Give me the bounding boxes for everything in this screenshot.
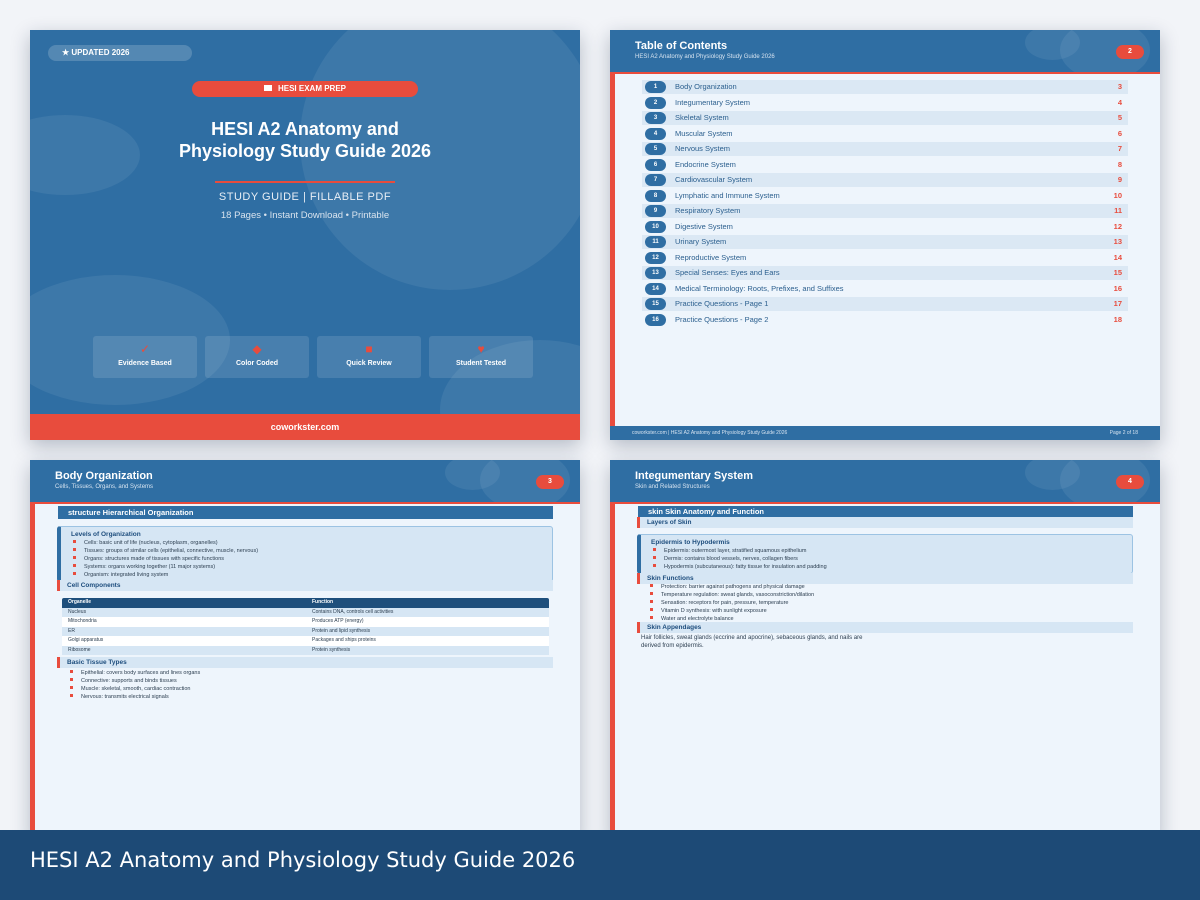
page-title: Body Organization — [55, 470, 153, 482]
page-header — [30, 460, 580, 504]
cover-meta: 18 Pages • Instant Download • Printable — [220, 210, 390, 221]
toc-number: 12 — [645, 252, 666, 264]
bullet-item: Sensation: receptors for pain, pressure, temperature — [650, 600, 788, 606]
toc-number: 8 — [645, 190, 666, 202]
toc-title: Respiratory System — [675, 206, 741, 215]
diamond-icon: ◆ — [252, 342, 262, 356]
section-heading: skin Skin Anatomy and Function — [638, 506, 1133, 517]
toc-page: 6 — [1117, 128, 1122, 138]
toc-title: Nervous System — [675, 144, 731, 153]
check-icon: ✓ — [139, 342, 151, 356]
toc-number: 9 — [645, 205, 666, 217]
toc-title: Integumentary System — [675, 97, 751, 107]
footer-left: coworkster.com | HESI A2 Anatomy and Physiology Study Guide 2026 — [632, 430, 788, 436]
toc-number: 7 — [645, 174, 666, 186]
toc-title: Reproductive System — [675, 252, 747, 262]
toc-page: 18 — [1113, 314, 1122, 324]
table-row: Nucleus Contains DNA, controls cell activities — [62, 608, 549, 618]
toc-number: 3 — [645, 112, 666, 124]
info-box — [637, 534, 1133, 574]
toc-row[interactable] — [642, 204, 1128, 218]
toc-number: 6 — [645, 159, 666, 171]
toc-row[interactable] — [642, 189, 1128, 203]
body-organization-page — [30, 460, 580, 840]
table-row: Ribosome Protein synthesis — [62, 646, 549, 656]
bullet-item: Tissues: groups of similar cells (epithelial, connective, muscle, nervous) — [73, 548, 258, 554]
page-subtitle: HESI A2 Anatomy and Physiology Study Guide 2026 — [635, 54, 775, 60]
bullet-item: Vitamin D synthesis: with sunlight exposure — [650, 608, 767, 614]
table-row: Golgi apparatus Packages and ships proteins — [62, 636, 549, 646]
subsection-heading: Layers of Skin — [637, 517, 1133, 528]
bullet-item: Organs: structures made of tissues with specific functions — [73, 556, 224, 562]
page-number-badge: 4 — [1116, 475, 1144, 489]
subsection-heading: Cell Components — [57, 580, 553, 591]
toc-page: 4 — [1117, 97, 1122, 107]
functions-list — [610, 584, 1160, 621]
page-title: Integumentary System — [635, 470, 753, 482]
subsection-heading: Skin Appendages — [637, 622, 1133, 633]
accent-strip — [610, 504, 615, 840]
toc-number: 2 — [645, 97, 666, 109]
box-title: Levels of Organization — [71, 531, 141, 538]
toc-row[interactable] — [642, 282, 1128, 296]
toc-page: 3 — [1117, 82, 1122, 91]
toc-title: Endocrine System — [675, 159, 736, 169]
toc-row[interactable] — [642, 297, 1128, 311]
integumentary-page — [610, 460, 1160, 840]
toc-row[interactable] — [642, 111, 1128, 125]
bullet-item: Connective: supports and binds tissues — [70, 678, 177, 684]
toc-page: 5 — [1117, 113, 1122, 122]
toc-title: Skeletal System — [675, 113, 729, 122]
page-number-badge: 3 — [536, 475, 564, 489]
book-icon: ■ — [365, 342, 373, 356]
bullet-item: Temperature regulation: sweat glands, vasoconstriction/dilation — [650, 592, 814, 598]
page-footer — [610, 426, 1160, 440]
updated-badge: ★ UPDATED 2026 — [48, 45, 192, 61]
toc-row[interactable] — [642, 173, 1128, 187]
feature-card — [317, 336, 421, 378]
organelle-table — [62, 598, 549, 655]
bullet-item: Systems: organs working together (11 major systems) — [73, 564, 215, 570]
cover-footer: coworkster.com — [30, 414, 580, 440]
toc-number: 16 — [645, 314, 666, 326]
toc-page: 17 — [1113, 299, 1122, 308]
exam-prep-label: HESI EXAM PREP — [277, 84, 346, 93]
toc-page: 10 — [1113, 190, 1122, 200]
toc-page — [610, 30, 1160, 440]
toc-number: 15 — [645, 298, 666, 310]
toc-number: 1 — [645, 81, 666, 93]
toc-title: Lymphatic and Immune System — [675, 190, 780, 200]
cover-title-line2: Physiology Study Guide 2026 — [178, 141, 432, 161]
page-number-badge: 2 — [1116, 45, 1144, 59]
subsection-heading: Basic Tissue Types — [57, 657, 553, 668]
toc-title: Cardiovascular System — [675, 175, 753, 184]
toc-number: 5 — [645, 143, 666, 155]
exam-prep-tag — [192, 81, 418, 97]
page-header — [610, 30, 1160, 74]
bullet-item: Dermis: contains blood vessels, nerves, collagen fibers — [653, 556, 798, 562]
feature-label: Evidence Based — [118, 360, 172, 367]
toc-row[interactable] — [642, 251, 1128, 265]
toc-title: Practice Questions - Page 2 — [675, 314, 769, 324]
table-row: Mitochondria Produces ATP (energy) — [62, 617, 549, 627]
product-title-banner: HESI A2 Anatomy and Physiology Study Guide 2026 — [0, 830, 1200, 900]
bullet-item: Organism: integrated living system — [73, 572, 168, 578]
toc-page: 7 — [1117, 144, 1122, 153]
bullet-item: Muscle: skeletal, smooth, cardiac contraction — [70, 686, 190, 692]
page-header — [610, 460, 1160, 504]
toc-page: 9 — [1117, 175, 1122, 184]
appendages-text: Hair follicles, sweat glands (eccrine and apocrine), sebaceous glands, and nails are — [641, 635, 863, 641]
toc-row[interactable] — [642, 220, 1128, 234]
toc-number: 13 — [645, 267, 666, 279]
cover-subtitle: STUDY GUIDE | FILLABLE PDF — [218, 191, 392, 203]
box-title: Epidermis to Hypodermis — [651, 539, 730, 546]
toc-page: 16 — [1113, 283, 1122, 293]
feature-label: Color Coded — [236, 360, 278, 367]
heart-icon: ♥ — [477, 342, 485, 356]
book-icon — [264, 85, 272, 91]
cover-page — [30, 30, 580, 440]
feature-label: Quick Review — [346, 360, 392, 367]
page-subtitle: Skin and Related Structures — [635, 484, 710, 490]
table-header: Organelle Function — [62, 598, 549, 608]
toc-row[interactable] — [642, 96, 1128, 110]
toc-title: Muscular System — [675, 128, 733, 138]
toc-page: 11 — [1114, 206, 1122, 215]
toc-page: 12 — [1113, 221, 1122, 231]
footer-page-count: Page 2 of 18 — [1109, 430, 1138, 436]
toc-row[interactable] — [642, 158, 1128, 172]
toc-row[interactable] — [642, 80, 1128, 94]
info-box — [57, 526, 553, 582]
subsection-heading: Skin Functions — [637, 573, 1133, 584]
toc-row[interactable] — [642, 266, 1128, 280]
toc-number: 14 — [645, 283, 666, 295]
toc-row[interactable] — [642, 235, 1128, 249]
section-heading: structure Hierarchical Organization — [58, 506, 553, 519]
toc-page: 8 — [1117, 159, 1122, 169]
toc-number: 10 — [645, 221, 666, 233]
toc-row[interactable] — [642, 142, 1128, 156]
cover-title-line1: HESI A2 Anatomy and — [211, 119, 399, 139]
bullet-item: Protection: barrier against pathogens and physical damage — [650, 584, 805, 590]
toc-title: Body Organization — [675, 82, 737, 91]
toc-title: Urinary System — [675, 237, 727, 246]
toc-page: 14 — [1113, 252, 1122, 262]
toc-number: 4 — [645, 128, 666, 140]
toc-title: Special Senses: Eyes and Ears — [675, 268, 780, 277]
accent-strip — [30, 504, 35, 840]
toc-number: 11 — [645, 236, 666, 248]
toc-title: Medical Terminology: Roots, Prefixes, and Suffixes — [675, 283, 844, 293]
accent-strip — [610, 74, 615, 440]
bullet-item: Hypodermis (subcutaneous): fatty tissue for insulation and padding — [653, 564, 827, 570]
feature-card — [205, 336, 309, 378]
toc-row[interactable] — [642, 127, 1128, 141]
toc-row[interactable] — [642, 313, 1128, 327]
appendages-text: derived from epidermis. — [641, 643, 704, 649]
title-divider — [215, 181, 395, 183]
toc-title: Digestive System — [675, 221, 733, 231]
bullet-item: Water and electrolyte balance — [650, 616, 734, 621]
toc-title: Practice Questions - Page 1 — [675, 299, 769, 308]
bullet-item: Epidermis: outermost layer, stratified squamous epithelium — [653, 548, 806, 554]
feature-card — [93, 336, 197, 378]
feature-label: Student Tested — [455, 360, 507, 367]
table-row: ER Protein and lipid synthesis — [62, 627, 549, 637]
bullet-item: Nervous: transmits electrical signals — [70, 694, 169, 700]
toc-page: 15 — [1113, 268, 1122, 277]
bullet-item: Epithelial: covers body surfaces and lines organs — [70, 670, 200, 676]
feature-card — [429, 336, 533, 378]
page-subtitle: Cells, Tissues, Organs, and Systems — [55, 484, 154, 490]
toc-page: 13 — [1113, 237, 1122, 246]
bullet-item: Cells: basic unit of life (nucleus, cytoplasm, organelles) — [73, 540, 218, 546]
page-title: Table of Contents — [635, 40, 728, 52]
